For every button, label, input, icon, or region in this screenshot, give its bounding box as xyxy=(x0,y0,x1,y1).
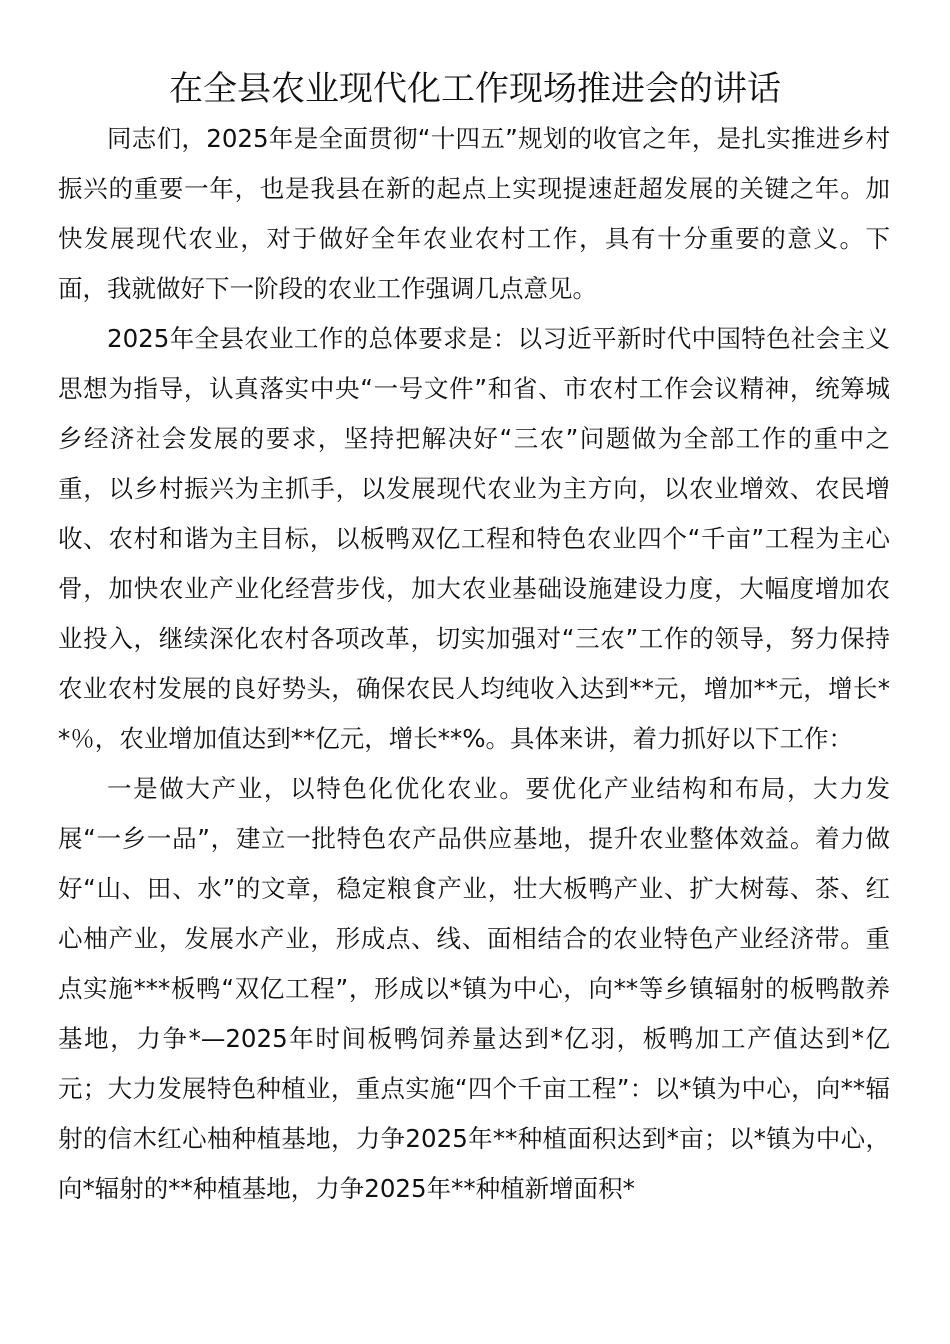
document-body xyxy=(58,114,890,1214)
document-title: 在全县农业现代化工作现场推进会的讲话 xyxy=(169,69,781,109)
paragraph-first-point: 一是做大产业，以特色化优化农业。要优化产业结构和布局，大力发展“一乡一品”，建立一批特色农产品供应基地，提升农业整体效益。着力做好“山、田、水”的文章，稳定粮食产业，壮大板鸭产业、扩大树莓、茶、红心柚产业，发展水产业，形成点、线、面相结合的农业特色产业经济带。重点实施***板鸭“双亿工程”，形成以*镇为中心，向**等乡镇辐射的板鸭散养基地，力争*—2025年时间板鸭饲养量达到*亿羽，板鸭加工产值达到*亿元；大力发展特色种植业，重点实施“四个千亩工程”：以*镇为中心，向**辐射的信木红心柚种植基地，力争2025年**种植面积达到*亩；以*镇为中心，向*辐射的**种植基地，力争2025年**种植新增面积* xyxy=(58,774,890,1203)
paragraph-general-requirements: 2025年全县农业工作的总体要求是：以习近平新时代中国特色社会主义思想为指导，认真落实中央“一号文件”和省、市农村工作会议精神，统筹城乡经济社会发展的要求，坚持把解决好“三农”问题做为全部工作的重中之重，以乡村振兴为主抓手，以发展现代农业为主方向，以农业增效、农民增收、农村和谐为主目标，以板鸭双亿工程和特色农业四个“千亩”工程为主心骨，加快农业产业化经营步伐，加大农业基础设施建设力度，大幅度增加农业投入，继续深化农村各项改革，切实加强对“三农”工作的领导，努力保持农业农村发展的良好势头，确保农民人均纯收入达到**元，增加**元，增长**％，农业增加值达到**亿元，增长**%。具体来讲，着力抓好以下工作： xyxy=(58,324,890,753)
paragraph-opening: 同志们，2025年是全面贯彻“十四五”规划的收官之年，是扎实推进乡村振兴的重要一年，也是我县在新的起点上实现提速赶超发展的关键之年。加快发展现代农业，对于做好全年农业农村工作，具有十分重要的意义。下面，我就做好下一阶段的农业工作强调几点意见。 xyxy=(58,124,890,303)
